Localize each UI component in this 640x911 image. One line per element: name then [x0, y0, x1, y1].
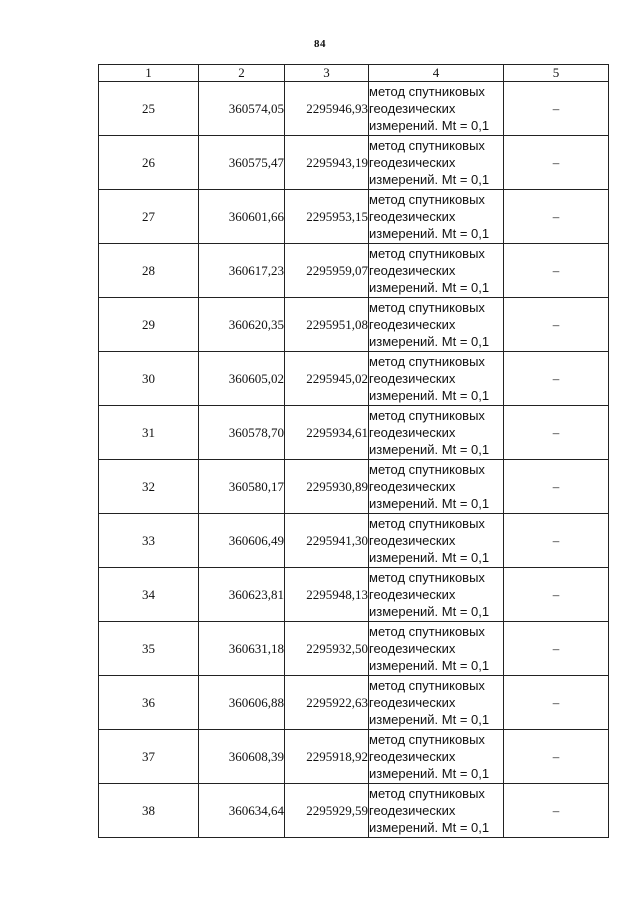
method-cell	[369, 460, 504, 514]
method-cell	[369, 136, 504, 190]
col5-cell: –	[504, 298, 609, 352]
x-coordinate-cell: 360606,49	[199, 514, 285, 568]
table-row	[99, 784, 609, 838]
col5-cell: –	[504, 82, 609, 136]
method-line: метод спутниковых	[369, 570, 485, 585]
method-line: геодезических	[369, 641, 456, 656]
point-number-cell: 36	[99, 676, 199, 730]
method-line: геодезических	[369, 101, 456, 116]
x-coordinate-cell: 360580,17	[199, 460, 285, 514]
method-cell	[369, 244, 504, 298]
header-col-4: 4	[369, 65, 504, 82]
method-line: метод спутниковых	[369, 678, 485, 693]
y-coordinate-cell: 2295951,08	[285, 298, 369, 352]
header-col-1: 1	[99, 65, 199, 82]
table-row	[99, 352, 609, 406]
method-line: метод спутниковых	[369, 300, 485, 315]
point-number-cell: 35	[99, 622, 199, 676]
method-line: геодезических	[369, 587, 456, 602]
y-coordinate-cell: 2295943,19	[285, 136, 369, 190]
method-cell	[369, 730, 504, 784]
table-body	[99, 82, 609, 838]
header-col-2: 2	[199, 65, 285, 82]
point-number-cell: 28	[99, 244, 199, 298]
method-line: метод спутниковых	[369, 192, 485, 207]
col5-cell: –	[504, 136, 609, 190]
method-cell	[369, 190, 504, 244]
method-line: измерений. Mt = 0,1	[369, 226, 490, 241]
x-coordinate-cell: 360578,70	[199, 406, 285, 460]
y-coordinate-cell: 2295932,50	[285, 622, 369, 676]
x-coordinate-cell: 360608,39	[199, 730, 285, 784]
method-line: измерений. Mt = 0,1	[369, 496, 490, 511]
method-line: метод спутниковых	[369, 624, 485, 639]
table-row	[99, 622, 609, 676]
x-coordinate-cell: 360620,35	[199, 298, 285, 352]
method-line: геодезических	[369, 209, 456, 224]
col5-cell: –	[504, 406, 609, 460]
table-row	[99, 406, 609, 460]
coordinates-table	[98, 64, 609, 838]
y-coordinate-cell: 2295918,92	[285, 730, 369, 784]
x-coordinate-cell: 360631,18	[199, 622, 285, 676]
col5-cell: –	[504, 190, 609, 244]
col5-cell: –	[504, 244, 609, 298]
method-cell	[369, 406, 504, 460]
method-line: метод спутниковых	[369, 246, 485, 261]
method-line: измерений. Mt = 0,1	[369, 658, 490, 673]
y-coordinate-cell: 2295941,30	[285, 514, 369, 568]
point-number-cell: 27	[99, 190, 199, 244]
method-line: метод спутниковых	[369, 354, 485, 369]
header-col-3: 3	[285, 65, 369, 82]
table-row	[99, 82, 609, 136]
y-coordinate-cell: 2295946,93	[285, 82, 369, 136]
method-cell	[369, 82, 504, 136]
col5-cell: –	[504, 460, 609, 514]
point-number-cell: 30	[99, 352, 199, 406]
method-line: геодезических	[369, 371, 456, 386]
method-line: метод спутниковых	[369, 732, 485, 747]
method-cell	[369, 676, 504, 730]
method-line: метод спутниковых	[369, 516, 485, 531]
point-number-cell: 33	[99, 514, 199, 568]
method-line: измерений. Mt = 0,1	[369, 550, 490, 565]
method-line: геодезических	[369, 803, 456, 818]
y-coordinate-cell: 2295930,89	[285, 460, 369, 514]
point-number-cell: 34	[99, 568, 199, 622]
x-coordinate-cell: 360617,23	[199, 244, 285, 298]
method-line: измерений. Mt = 0,1	[369, 820, 490, 835]
col5-cell: –	[504, 676, 609, 730]
method-line: метод спутниковых	[369, 408, 485, 423]
y-coordinate-cell: 2295934,61	[285, 406, 369, 460]
method-line: геодезических	[369, 317, 456, 332]
col5-cell: –	[504, 514, 609, 568]
table-row	[99, 190, 609, 244]
table-row	[99, 514, 609, 568]
method-line: геодезических	[369, 749, 456, 764]
method-line: геодезических	[369, 533, 456, 548]
point-number-cell: 26	[99, 136, 199, 190]
x-coordinate-cell: 360574,05	[199, 82, 285, 136]
x-coordinate-cell: 360575,47	[199, 136, 285, 190]
method-line: геодезических	[369, 425, 456, 440]
table-row	[99, 136, 609, 190]
y-coordinate-cell: 2295948,13	[285, 568, 369, 622]
x-coordinate-cell: 360606,88	[199, 676, 285, 730]
method-line: измерений. Mt = 0,1	[369, 334, 490, 349]
method-line: метод спутниковых	[369, 786, 485, 801]
point-number-cell: 38	[99, 784, 199, 838]
table-row	[99, 460, 609, 514]
method-line: геодезических	[369, 479, 456, 494]
header-col-5: 5	[504, 65, 609, 82]
method-cell	[369, 298, 504, 352]
method-line: измерений. Mt = 0,1	[369, 766, 490, 781]
method-line: измерений. Mt = 0,1	[369, 712, 490, 727]
point-number-cell: 25	[99, 82, 199, 136]
method-cell	[369, 352, 504, 406]
point-number-cell: 31	[99, 406, 199, 460]
method-line: метод спутниковых	[369, 84, 485, 99]
method-line: измерений. Mt = 0,1	[369, 442, 490, 457]
col5-cell: –	[504, 568, 609, 622]
method-line: измерений. Mt = 0,1	[369, 388, 490, 403]
y-coordinate-cell: 2295953,15	[285, 190, 369, 244]
y-coordinate-cell: 2295922,63	[285, 676, 369, 730]
method-line: измерений. Mt = 0,1	[369, 118, 490, 133]
x-coordinate-cell: 360605,02	[199, 352, 285, 406]
col5-cell: –	[504, 730, 609, 784]
method-cell	[369, 622, 504, 676]
point-number-cell: 29	[99, 298, 199, 352]
method-line: геодезических	[369, 155, 456, 170]
y-coordinate-cell: 2295945,02	[285, 352, 369, 406]
col5-cell: –	[504, 784, 609, 838]
method-line: измерений. Mt = 0,1	[369, 172, 490, 187]
col5-cell: –	[504, 622, 609, 676]
y-coordinate-cell: 2295959,07	[285, 244, 369, 298]
method-line: измерений. Mt = 0,1	[369, 280, 490, 295]
table-row	[99, 244, 609, 298]
table-row	[99, 298, 609, 352]
table-row	[99, 730, 609, 784]
y-coordinate-cell: 2295929,59	[285, 784, 369, 838]
x-coordinate-cell: 360634,64	[199, 784, 285, 838]
page-number: 84	[314, 38, 326, 50]
x-coordinate-cell: 360601,66	[199, 190, 285, 244]
method-line: метод спутниковых	[369, 138, 485, 153]
method-line: геодезических	[369, 695, 456, 710]
x-coordinate-cell: 360623,81	[199, 568, 285, 622]
table-header-row	[99, 65, 609, 82]
method-line: измерений. Mt = 0,1	[369, 604, 490, 619]
method-line: геодезических	[369, 263, 456, 278]
method-cell	[369, 784, 504, 838]
col5-cell: –	[504, 352, 609, 406]
table-row	[99, 568, 609, 622]
method-cell	[369, 568, 504, 622]
point-number-cell: 32	[99, 460, 199, 514]
table-row	[99, 676, 609, 730]
method-cell	[369, 514, 504, 568]
method-line: метод спутниковых	[369, 462, 485, 477]
point-number-cell: 37	[99, 730, 199, 784]
